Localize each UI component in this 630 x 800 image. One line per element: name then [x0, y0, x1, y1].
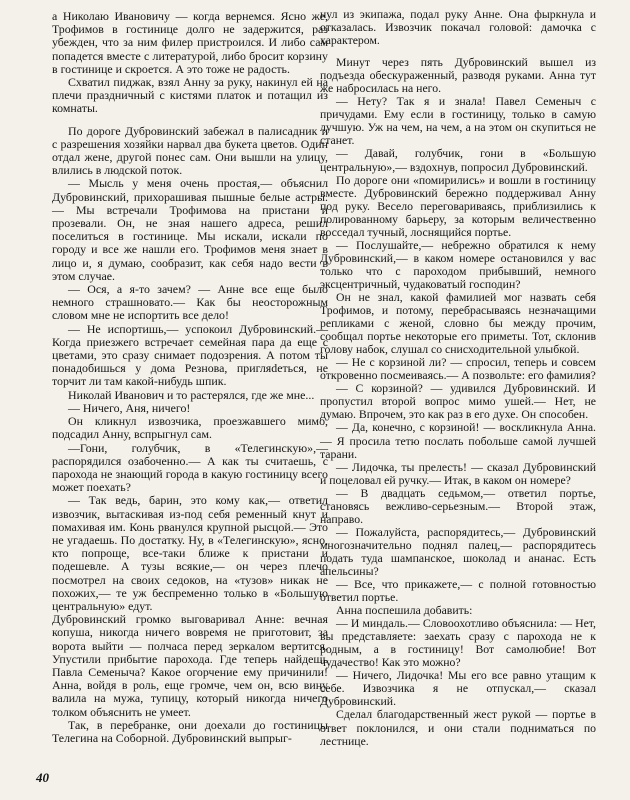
paragraph: Минут через пять Дубровинский вышел из подъезда обескураженный, разводя руками. Анна тут же набросилась на него.: [320, 56, 596, 96]
paragraph: Анна поспешила добавить:: [336, 604, 473, 618]
paragraph: Схватил пиджак, взял Анну за руку, накинул ей на плечи праздничный с кистями платок и потащил из комнаты.: [52, 75, 328, 116]
paragraph: — Не с корзиной ли? — спросил, теперь и совсем откровенно посмеиваясь.— А позвольте: его фамилия?: [320, 356, 596, 383]
right-column: [320, 8, 596, 748]
paragraph: — И миндаль.— Словоохотливо объяснила: — Нет, вы представляете: заехать сразу с парохода не к родным, а в гостиницу! Вот самолюбие! Вот чудачество! Как это можно?: [320, 617, 596, 670]
left-column: [52, 10, 328, 745]
paragraph: Он кликнул извозчика, проезжавшего мимо, подсадил Анну, вспрыгнул сам.: [52, 414, 328, 442]
paragraph: Николай Иванович и то растерялся, где же мне...: [68, 387, 315, 402]
paragraph: Он не знал, какой фамилией мог назвать себя Трофимов, и потому, перебрасываясь незначащими репликами с женой, словно бы между прочим, сообщал портье некоторые его приметы. Тот, склонив голову набок, слушал со снисходительной улыбкой.: [320, 290, 596, 357]
paragraph: По дороге они «помирились» и вошли в гостиницу вместе. Дубровинский бережно поддерживал Анну под руку. Весело переговариваясь, приблизились к полированному барьеру, за которым величественно восседал тучный, лоснящийся портье.: [320, 173, 596, 239]
paragraph: — Да, конечно, с корзиной! — воскликнула Анна.— Я просила тетю послать побольше самой лучшей тарани.: [320, 421, 596, 461]
paragraph: По дороге Дубровинский забежал в палисадник и с разрешения хозяйки нарвал два букета цветов. Один отдал жене, другой понес сам. Они вышли на улицу, влились в людской поток.: [52, 123, 328, 178]
paragraph: — Так ведь, барин, это кому как,— ответил извозчик, вытаскивая из-под себя ременный кнут и помахивая им. Конь рванулся крупной рысцой.— Это не угадаешь. По достатку. Ну, в «Телегинскую», ясно, кто попроще, все-таки ближе к пристани и подешевле. А тузы всякие,— он через плечо посмотрел на своих седоков, на «тузов» никак не похожих,— те уж беспременно только в «Большую центральную» едут.: [52, 493, 328, 613]
paragraph: — С корзиной? — удивился Дубровинский. И пропустил второй вопрос мимо ушей.— Нет, не думаю. Впрочем, это как раз в его духе. Он способен.: [320, 382, 596, 422]
paragraph: Дубровинский громко выговаривал Анне: вечная копуша, никогда ничего вовремя не приготовит, за ворота выйти — полчаса перед зеркалом вертится. Упустили прибытие парохода. Где теперь найдешь Павла Семеныча? Какое огорчение ему причинили! Анна, войдя в роль, еще громче, чем он, всю вину валила на мужа, тупицу, который никогда ничего толком объяснить не умеет.: [52, 612, 328, 719]
paragraph: Так, в перебранке, они доехали до гостиницы Телегина на Соборной. Дубровинский выпрыг-: [52, 717, 328, 745]
paragraph: Сделал благодарственный жест рукой — портье в ответ поклонился, и они стали подниматься по лестнице.: [320, 708, 596, 748]
paragraph: — Не испортишь,— успокоил Дубровинский.— Когда приезжего встречает семейная пара да еще с цветами, это сразу снимает подозрения. А потом ты понадобишься у дома Резнова, пригляdeться, не торчит ли там какой-нибудь шпик.: [52, 321, 328, 389]
paragraph: — Все, что прикажете,— с полной готовностью ответил портье.: [320, 578, 596, 605]
paragraph: — Мысль у меня очень простая,— объяснил Дубровинский, прихорашивая пышные белые астры.— Мы встречали Трофимова на пристани и прозевали. Он, не зная нашего адреса, решил поселиться в гостинице. Мы искали, искали по городу и все же нашли его. Трофимов меня знает в лицо и, я думаю, сообразит, как себя надо вести в этом случае.: [52, 176, 328, 283]
paragraph: — Давай, голубчик, гони в «Большую центральную»,— вздохнув, попросил Дубровинский.: [320, 147, 596, 174]
paragraph: — Послушайте,— небрежно обратился к нему Дубровинский,— в каком номере остановился у вас только что с пароходом прибывший, немного эксцентричный, чудаковатый господин?: [320, 238, 596, 291]
paragraph: — Лидочка, ты прелесть! — сказал Дубровинский и поцеловал ей ручку.— Итак, в каком он номере?: [320, 460, 596, 487]
paragraph: — Нету? Так я и знала! Павел Семеныч с причудами. Ему если в гостиницу, только в самую лучшую. Уж на чем, на чем, а на этом он скупиться не станет.: [320, 95, 596, 148]
paragraph: — Ничего, Лидочка! Мы его все равно утащим к себе. Извозчика я не отпускал,— сказал Дубровинский.: [320, 669, 596, 709]
paragraph: — Ося, а я-то зачем? — Анне все еще было немного страшновато.— Как бы неосторожным словом мне не испортить все дело!: [52, 282, 328, 323]
paragraph: нул из экипажа, подал руку Анне. Она фыркнула и отказалась. Извозчик покачал головой: дамочка с характером.: [320, 8, 596, 48]
paragraph: —Гони, голубчик, в «Телегинскую»,— распорядился озабоченно.— А как ты считаешь, с парохода не знающий города в какую гостиницу всего может поехать?: [52, 440, 328, 495]
paragraph: а Николаю Ивановичу — когда вернемся. Ясно же, Трофимов в гостинице долго не задержится, раз убежден, что за ним филер пристроился. И либо сам попадется вместе с литературой, либо бросит корзину в гостинице и скроется. А это тоже не радость.: [52, 9, 328, 76]
paragraph: — Пожалуйста, распорядитесь,— Дубровинский многозначительно поднял палец,— распорядитесь подать туда шампанское, шоколад и ананас. Есть апельсины?: [320, 525, 596, 578]
page-number: 40: [36, 770, 49, 785]
paragraph: — Ничего, Аня, ничего!: [68, 400, 191, 415]
paragraph: — В двадцать седьмом,— ответил портье, становясь вежливо-серьезным.— Второй этаж, направо.: [320, 486, 596, 526]
